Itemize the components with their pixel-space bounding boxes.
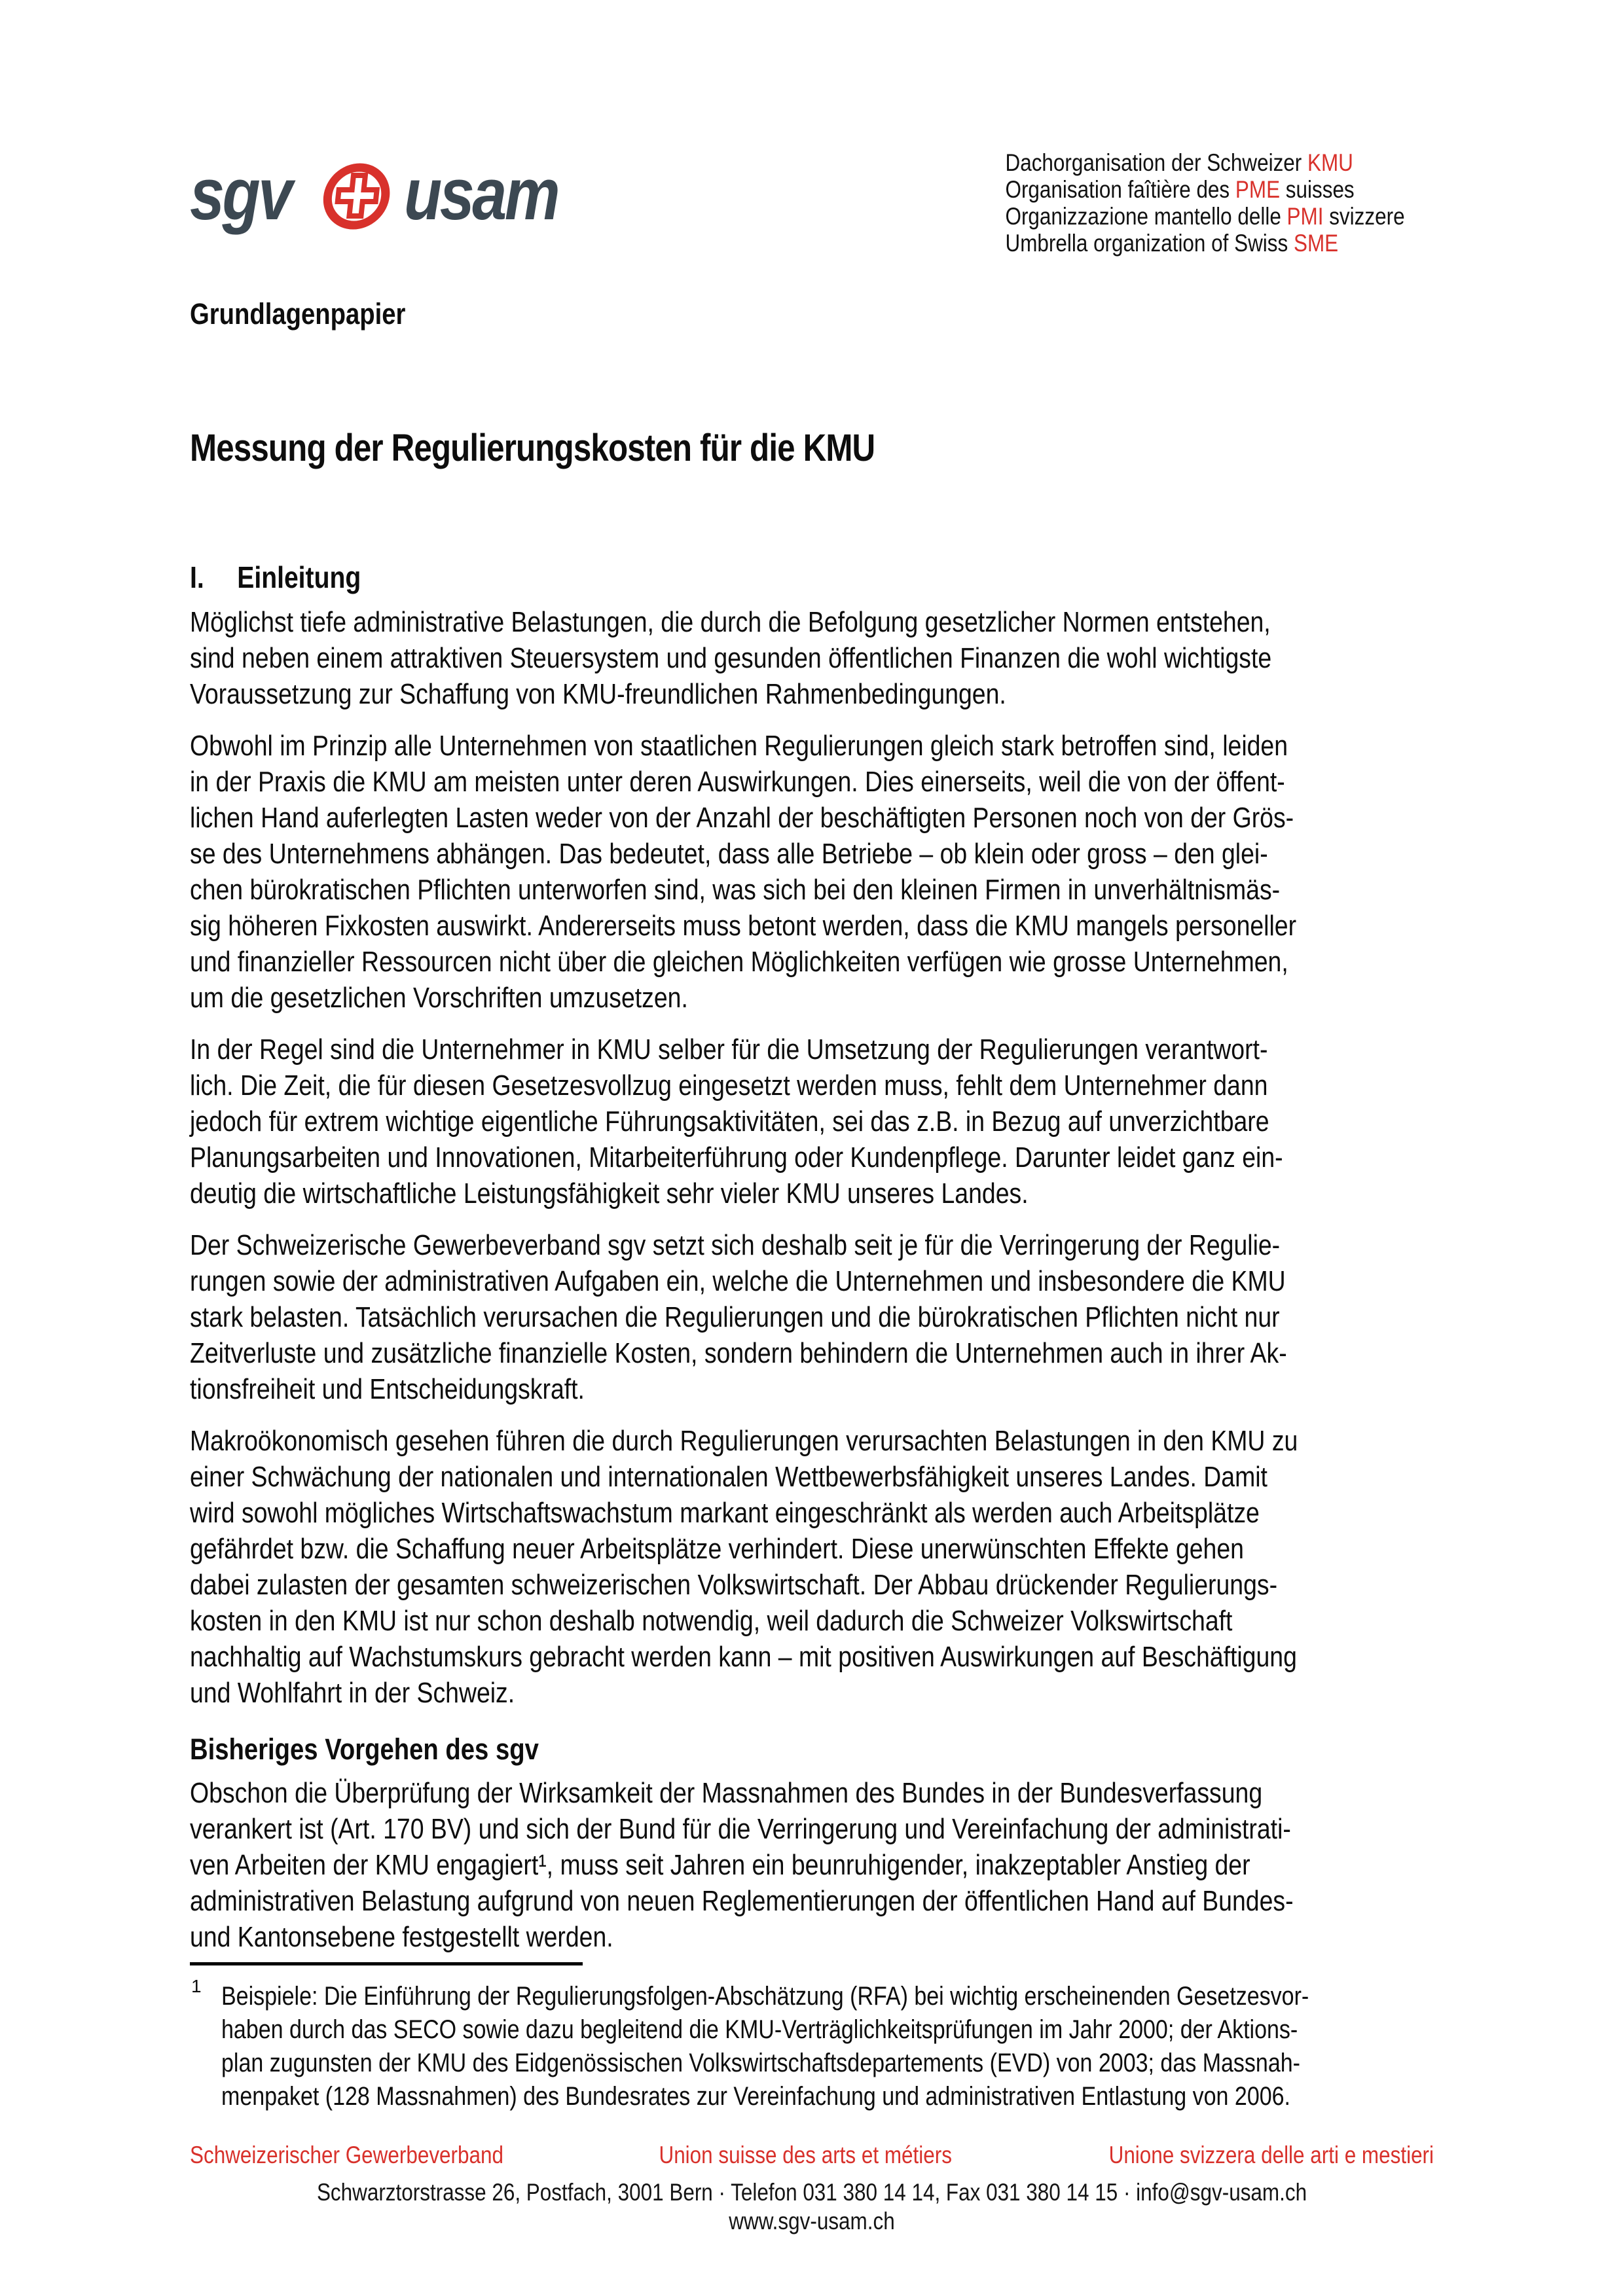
sgv-usam-logo [190, 152, 585, 237]
org-line-text: Organisation faîtière des [1005, 176, 1235, 203]
footer-org-it: Unione svizzera delle arti e mestieri [1108, 2142, 1434, 2168]
org-line-text: Dachorganisation der Schweizer [1005, 149, 1308, 176]
content-column [190, 0, 1434, 1955]
footer-website: www.sgv-usam.ch [729, 2208, 895, 2234]
page-footer [190, 2142, 1434, 2236]
page-title: Messung der Regulierungskosten für die KMU [190, 427, 875, 469]
section-label: Einleitung [237, 560, 361, 594]
subsection-heading: Bisheriges Vorgehen des sgv [190, 1732, 539, 1766]
section-heading [190, 561, 1247, 594]
footnote-text: Beispiele: Die Einführung der Regulierungsfolgen-Abschätzung (RFA) bei wichtig erscheinenden Gesetzesvor- haben durch das SECO sowie dazu begleitend die KMU-Verträglichkeitsprüfungen im Jahr 2000; der Aktions- plan zugunsten der KMU des Eidgenössischen Volkswirtschaftsdepartements (EVD) von 2003; das Massnah- menpaket (128 Massnahmen) des Bundesrates zur Vereinfachung und administrativen Entlastung von 2006. [221, 1982, 1309, 2111]
org-line-it [1006, 203, 1434, 230]
org-line-text: Umbrella organization of Swiss [1005, 230, 1294, 257]
org-acronym: SME [1293, 230, 1339, 257]
footer-organizations [190, 2142, 1434, 2169]
footnote-area [190, 1962, 1447, 2113]
footer-org-fr: Union suisse des arts et métiers [658, 2142, 952, 2168]
org-line-de [1006, 149, 1434, 176]
org-line-text: Organizzazione mantello delle [1005, 203, 1287, 230]
footer-address-line: Schwarztorstrasse 26, Postfach, 3001 Bern · Telefon 031 380 14 14, Fax 031 380 14 15 · info@sgv-usam.ch [316, 2179, 1307, 2206]
logo-sgv-text: sgv [190, 153, 291, 235]
page-header [190, 0, 1434, 298]
org-acronym: PMI [1286, 203, 1324, 230]
org-line-text: suisses [1280, 176, 1355, 203]
paragraph: Möglichst tiefe administrative Belastungen, die durch die Befolgung gesetzlicher Normen entstehen, sind neben einem attraktiven Steuersystem und gesunden öffentlichen Finanzen die wohl wichtigste Voraussetzung zur Schaffung von KMU-freundlichen Rahmenbedingungen. [190, 606, 1272, 710]
org-line-text: svizzere [1323, 203, 1405, 230]
org-line-fr [1006, 176, 1434, 203]
paragraph: Der Schweizerische Gewerbeverband sgv setzt sich deshalb seit je für die Verringerung der Regulie- rungen sowie der administrativen Aufgaben ein, welche die Unternehmen und insbesondere die KMU stark belasten. Tatsächlich verursachen die Regulierungen und die bürokratischen Pflichten nicht nur Zeitverluste und zusätzliche finanzielle Kosten, sondern behindern die Unternehmen auch in ihrer Ak- tionsfreiheit und Entscheidungskraft. [190, 1229, 1287, 1405]
paragraph: Obwohl im Prinzip alle Unternehmen von staatlichen Regulierungen gleich stark betroffen sind, leiden in der Praxis die KMU am meisten unter deren Auswirkungen. Dies einerseits, weil die von der öffent- lichen Hand auferlegten Lasten weder von der Anzahl der beschäftigten Personen noch von der Grös- se des Unternehmens abhängen. Das bedeutet, dass alle Betriebe – ob klein oder gross – den glei- chen bürokratischen Pflichten unterworfen sind, was sich bei den kleinen Firmen in unverhältnismäs- sig höheren Fixkosten auswirkt. Andererseits muss betont werden, dass die KMU mangels personeller und finanzieller Ressourcen nicht über die gleichen Möglichkeiten verfügen wie grosse Unternehmen, um die gesetzlichen Vorschriften umzusetzen. [190, 730, 1297, 1014]
footnote-separator [190, 1962, 583, 1965]
paragraph: Obschon die Überprüfung der Wirksamkeit der Massnahmen des Bundes in der Bundesverfassung verankert ist (Art. 170 BV) und sich der Bund für die Verringerung und Vereinfachung der administrati- ven Arbeiten der KMU engagiert¹, muss seit Jahren ein beunruhigender, inakzeptabler Anstieg der administrativen Belastung aufgrund von neuen Reglementierungen der öffentlichen Hand auf Bundes- und Kantonsebene festgestellt werden. [190, 1777, 1294, 1953]
footer-org-de: Schweizerischer Gewerbeverband [190, 2142, 503, 2168]
section-numeral: I. [190, 560, 204, 594]
footnote [190, 1976, 1447, 2113]
org-acronym: PME [1235, 176, 1281, 203]
paragraph: Makroökonomisch gesehen führen die durch Regulierungen verursachten Belastungen in den KMU zu einer Schwächung der nationalen und internationalen Wettbewerbsfähigkeit unseres Landes. Damit wird sowohl mögliches Wirtschaftswachstum markant eingeschränkt als werden auch Arbeitsplätze gefährdet bzw. die Schaffung neuer Arbeitsplätze verhindert. Diese unerwünschten Effekte gehen dabei zulasten der gesamten schweizerischen Volkswirtschaft. Der Abbau drückender Regulierungs- kosten in den KMU ist nur schon deshalb notwendig, weil dadurch die Schweizer Volkswirtschaft nachhaltig auf Wachstumskurs gebracht werden kann – mit positiven Auswirkungen auf Beschäftigung und Wohlfahrt in der Schweiz. [190, 1425, 1298, 1709]
doc-type-label: Grundlagenpapier [190, 297, 406, 331]
at-swiss-cross-icon [318, 156, 397, 236]
paragraph: In der Regel sind die Unternehmer in KMU selber für die Umsetzung der Regulierungen verantwort- lich. Die Zeit, die für diesen Gesetzesvollzug eingesetzt werden muss, fehlt dem Unternehmer dann jedoch für extrem wichtige eigentliche Führungsaktivitäten, sei das z.B. in Bezug auf unverzichtbare Planungsarbeiten und Innovationen, Mitarbeiterführung oder Kundenpflege. Darunter leidet ganz ein- deutig die wirtschaftliche Leistungsfähigkeit sehr vieler KMU unseres Landes. [190, 1033, 1283, 1210]
org-descriptions [1006, 149, 1434, 257]
logo-usam-text: usam [404, 153, 558, 235]
org-acronym: KMU [1307, 149, 1353, 176]
footnote-marker: 1 [191, 1976, 202, 1996]
org-line-en [1006, 230, 1434, 257]
